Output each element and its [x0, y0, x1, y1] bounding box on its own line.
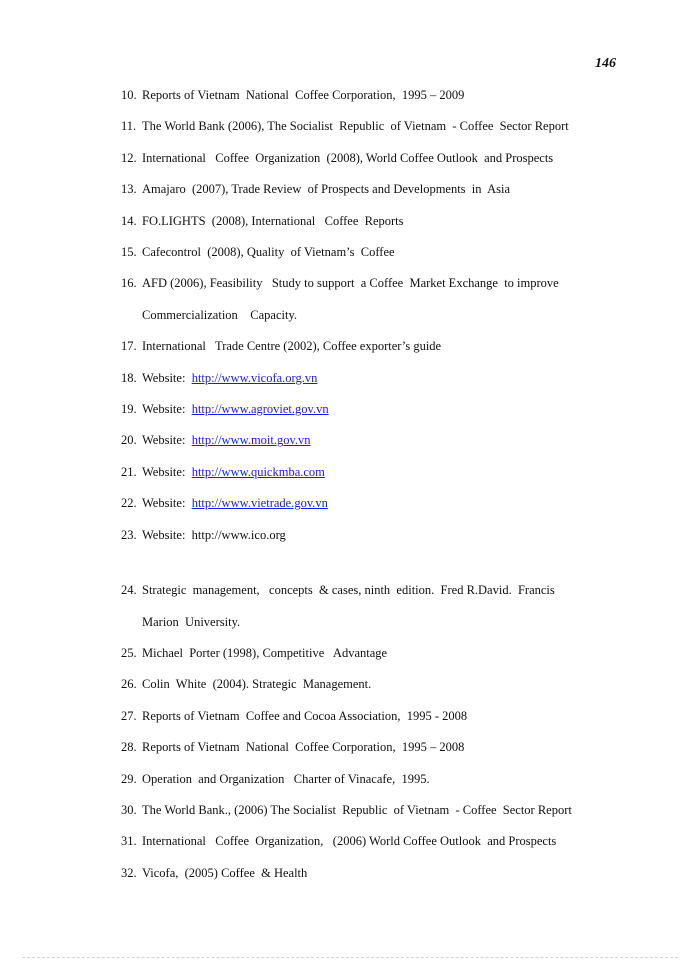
- reference-text: Website:: [142, 496, 192, 511]
- reference-item: [121, 143, 621, 174]
- reference-list: [121, 80, 621, 889]
- reference-number: 15.: [121, 245, 137, 260]
- reference-number: 27.: [121, 708, 137, 723]
- reference-item: [121, 111, 621, 142]
- reference-text: International Trade Centre (2002), Coffee exporter’s guide: [142, 339, 442, 354]
- reference-item: [121, 520, 621, 551]
- reference-number: 12.: [121, 150, 137, 165]
- reference-item: [121, 268, 621, 331]
- reference-text: Colin White (2004). Strategic Management.: [142, 677, 372, 692]
- reference-text: Strategic management, concepts & cases, ninth edition. Fred R.David. Francis: [142, 583, 555, 598]
- reference-item: [121, 331, 621, 362]
- reference-item: [121, 575, 621, 638]
- reference-text: Website: http://www.ico.org: [142, 527, 286, 542]
- reference-text: Vicofa, (2005) Coffee & Health: [142, 865, 308, 880]
- reference-link[interactable]: http://www.moit.gov.vn: [191, 433, 311, 448]
- reference-item: [121, 858, 621, 889]
- reference-item: [121, 206, 621, 237]
- reference-text: Michael Porter (1998), Competitive Advantage: [142, 645, 388, 660]
- reference-text: Amajaro (2007), Trade Review of Prospects and Developments in Asia: [142, 182, 510, 197]
- reference-item: [121, 237, 621, 268]
- reference-number: 10.: [121, 88, 137, 102]
- reference-text: AFD (2006), Feasibility Study to support a Coffee Market Exchange to improve: [142, 276, 559, 291]
- reference-number: 24.: [121, 583, 137, 598]
- reference-link[interactable]: http://www.vietrade.gov.vn: [191, 496, 328, 511]
- reference-continuation: Marion University.: [142, 614, 241, 629]
- reference-number: 11.: [121, 119, 137, 134]
- reference-number: 30.: [121, 802, 137, 817]
- reference-item: [121, 425, 621, 456]
- reference-number: 26.: [121, 677, 137, 692]
- reference-text: Cafecontrol (2008), Quality of Vietnam’s Coffee: [142, 245, 395, 260]
- reference-item: [121, 826, 621, 857]
- reference-link[interactable]: http://www.agroviet.gov.vn: [191, 402, 329, 417]
- reference-number: 32.: [121, 865, 137, 880]
- reference-text: Reports of Vietnam National Coffee Corporation, 1995 – 2008: [142, 740, 465, 755]
- reference-number: 28.: [121, 740, 137, 755]
- page-number: 146: [595, 56, 616, 71]
- reference-item: [121, 457, 621, 488]
- reference-number: 23.: [121, 527, 137, 542]
- reference-item: [121, 394, 621, 425]
- reference-item: [121, 764, 621, 795]
- reference-text: Website:: [142, 433, 192, 448]
- reference-number: 25.: [121, 645, 137, 660]
- reference-continuation: Commercialization Capacity.: [142, 307, 298, 322]
- reference-item: [121, 701, 621, 732]
- reference-number: 17.: [121, 339, 137, 354]
- reference-number: 29.: [121, 771, 137, 786]
- reference-text: Operation and Organization Charter of Vinacafe, 1995.: [142, 771, 430, 786]
- reference-link[interactable]: http://www.quickmba.com: [191, 464, 325, 479]
- reference-text: The World Bank., (2006) The Socialist Republic of Vietnam - Coffee Sector Report: [142, 802, 572, 817]
- reference-item: [121, 638, 621, 669]
- reference-link[interactable]: http://www.vicofa.org.vn: [191, 370, 318, 385]
- reference-item: [121, 363, 621, 394]
- reference-number: 13.: [121, 182, 137, 197]
- reference-number: 21.: [121, 464, 137, 479]
- reference-number: 31.: [121, 834, 137, 849]
- reference-text: FO.LIGHTS (2008), International Coffee Reports: [142, 213, 404, 228]
- reference-number: 14.: [121, 213, 137, 228]
- reference-text: International Coffee Organization, (2006) World Coffee Outlook and Prospects: [142, 834, 557, 849]
- reference-text: International Coffee Organization (2008), World Coffee Outlook and Prospects: [142, 150, 554, 165]
- reference-text: Reports of Vietnam National Coffee Corporation, 1995 – 2009: [142, 88, 465, 102]
- reference-item: [121, 174, 621, 205]
- reference-item: [121, 80, 621, 111]
- reference-number: 22.: [121, 496, 137, 511]
- reference-number: 16.: [121, 276, 137, 291]
- reference-item: [121, 669, 621, 700]
- reference-item: [121, 488, 621, 519]
- page-bottom-divider: [22, 957, 678, 958]
- reference-text: Reports of Vietnam Coffee and Cocoa Association, 1995 - 2008: [142, 708, 468, 723]
- reference-item: [121, 732, 621, 763]
- reference-number: 19.: [121, 402, 137, 417]
- reference-number: 20.: [121, 433, 137, 448]
- reference-item: [121, 795, 621, 826]
- reference-number: 18.: [121, 370, 137, 385]
- reference-text: The World Bank (2006), The Socialist Republic of Vietnam - Coffee Sector Report: [142, 119, 569, 134]
- reference-text: Website:: [142, 370, 192, 385]
- reference-text: Website:: [142, 402, 192, 417]
- reference-text: Website:: [142, 464, 192, 479]
